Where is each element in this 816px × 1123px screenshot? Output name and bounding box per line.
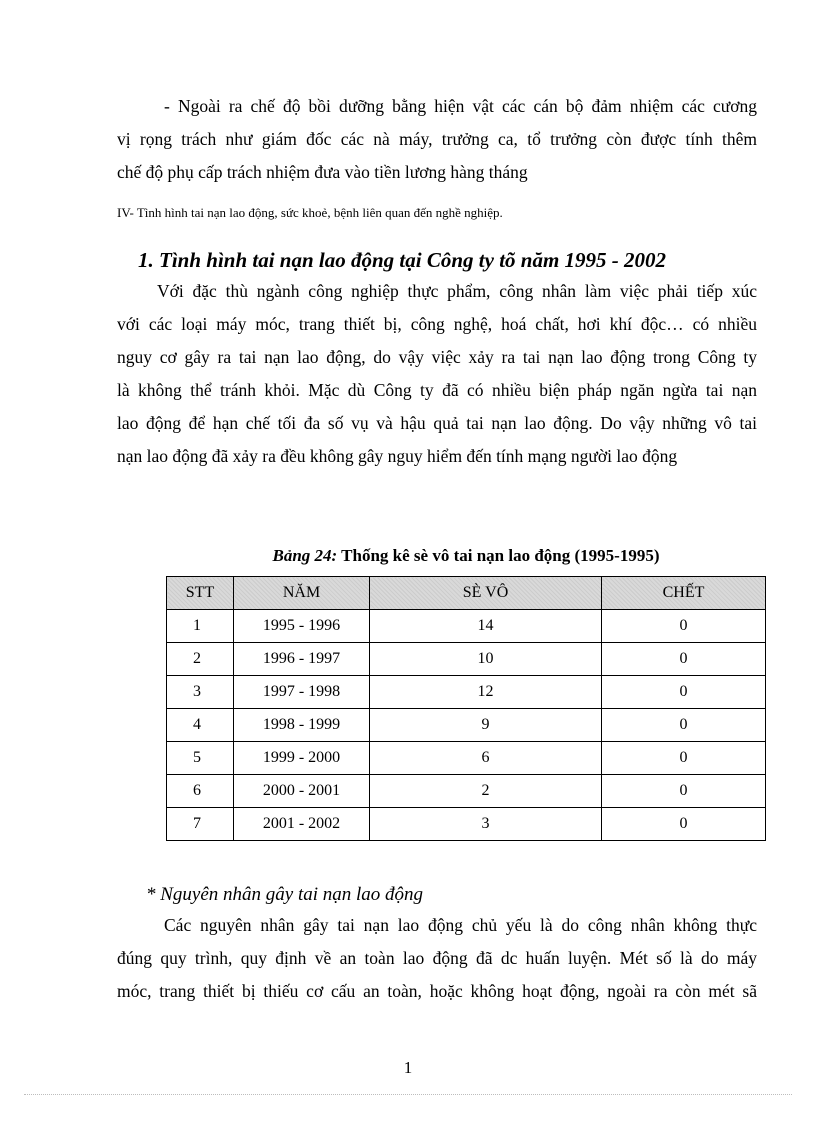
table-row — [167, 742, 766, 775]
table-row — [167, 676, 766, 709]
table-caption — [166, 546, 766, 566]
cell-stt: 3 — [167, 676, 234, 709]
cell-stt: 1 — [167, 610, 234, 643]
cell-cases: 6 — [370, 742, 602, 775]
cell-deaths: 0 — [602, 742, 766, 775]
heading-accident-situation: 1. Tình hình tai nạn lao động tại Công ty tõ năm 1995 - 2002 — [138, 248, 667, 272]
cell-cases: 9 — [370, 709, 602, 742]
cell-stt: 7 — [167, 808, 234, 841]
intro-paragraph — [117, 90, 757, 189]
cell-cases: 2 — [370, 775, 602, 808]
cause-line: móc, trang thiết bị thiếu cơ cấu an toàn, hoặc không hoạt động, ngoài ra còn mét sã — [117, 981, 757, 1001]
header-year: NĂM — [234, 577, 370, 610]
cause-line: đúng quy trình, quy định về an toàn lao động đã dc huấn luyện. Mét số là do máy — [117, 948, 757, 968]
cell-stt: 6 — [167, 775, 234, 808]
cell-year: 2000 - 2001 — [234, 775, 370, 808]
body-line: với các loại máy móc, trang thiết bị, công nghệ, hoá chất, hơi khí độc… có nhiều — [117, 314, 757, 334]
heading-accident-causes: * Nguyên nhân gây tai nạn lao động — [146, 884, 424, 905]
header-deaths: CHẾT — [602, 577, 766, 610]
cell-deaths: 0 — [602, 643, 766, 676]
table-row — [167, 610, 766, 643]
cell-year: 1999 - 2000 — [234, 742, 370, 775]
page-number: 1 — [403, 1058, 413, 1077]
section-title: IV- Tình hình tai nạn lao động, sức khoẻ, bệnh liên quan đến nghề nghiệp. — [117, 205, 503, 220]
table-caption-text: Thống kê sè vô tai nạn lao động (1995-1995) — [337, 546, 660, 565]
cell-deaths: 0 — [602, 709, 766, 742]
intro-line-2: vị rọng trách như giám đốc các nà máy, trưởng ca, tổ trưởng còn được tính thêm — [117, 129, 757, 149]
cause-line: Các nguyên nhân gây tai nạn lao động chủ yếu là do công nhân không thực — [164, 915, 757, 935]
body-line: nạn lao động đã xảy ra đều không gây nguy hiểm đến tính mạng người lao động — [117, 446, 678, 466]
cell-cases: 10 — [370, 643, 602, 676]
table-row — [167, 709, 766, 742]
cell-year: 1997 - 1998 — [234, 676, 370, 709]
header-stt: STT — [167, 577, 234, 610]
accident-statistics-table — [166, 576, 766, 841]
cell-deaths: 0 — [602, 775, 766, 808]
cell-year: 1996 - 1997 — [234, 643, 370, 676]
cell-year: 1998 - 1999 — [234, 709, 370, 742]
body-line: Với đặc thù ngành công nghiệp thực phẩm, công nhân làm việc phải tiếp xúc — [157, 281, 757, 301]
body-line: là không thể tránh khỏi. Mặc dù Công ty đã có nhiều biện pháp ngăn ngừa tai nạn — [117, 380, 757, 400]
table-header-row — [167, 577, 766, 610]
cell-cases: 12 — [370, 676, 602, 709]
cell-year: 2001 - 2002 — [234, 808, 370, 841]
header-cases: SÈ VÔ — [370, 577, 602, 610]
table-row — [167, 643, 766, 676]
table-row — [167, 775, 766, 808]
cell-deaths: 0 — [602, 808, 766, 841]
cell-cases: 3 — [370, 808, 602, 841]
cause-paragraph — [117, 909, 757, 1008]
table-row — [167, 808, 766, 841]
cell-year: 1995 - 1996 — [234, 610, 370, 643]
intro-line-3: chế độ phụ cấp trách nhiệm đưa vào tiền lương hàng tháng — [117, 162, 528, 182]
cell-stt: 5 — [167, 742, 234, 775]
body-paragraph — [117, 275, 757, 473]
body-line: lao động để hạn chế tối đa số vụ và hậu quả tai nạn lao động. Do vậy những vô tai — [117, 413, 757, 433]
cell-deaths: 0 — [602, 610, 766, 643]
footer-divider — [24, 1094, 792, 1095]
body-line: nguy cơ gây ra tai nạn lao động, do vậy việc xảy ra tai nạn lao động trong Công ty — [117, 347, 757, 367]
cell-cases: 14 — [370, 610, 602, 643]
cell-stt: 2 — [167, 643, 234, 676]
cell-deaths: 0 — [602, 676, 766, 709]
table-caption-label: Bảng 24: — [272, 546, 338, 565]
intro-line-1: - Ngoài ra chế độ bồi dưỡng bằng hiện vật các cán bộ đảm nhiệm các cương — [164, 96, 757, 116]
cell-stt: 4 — [167, 709, 234, 742]
